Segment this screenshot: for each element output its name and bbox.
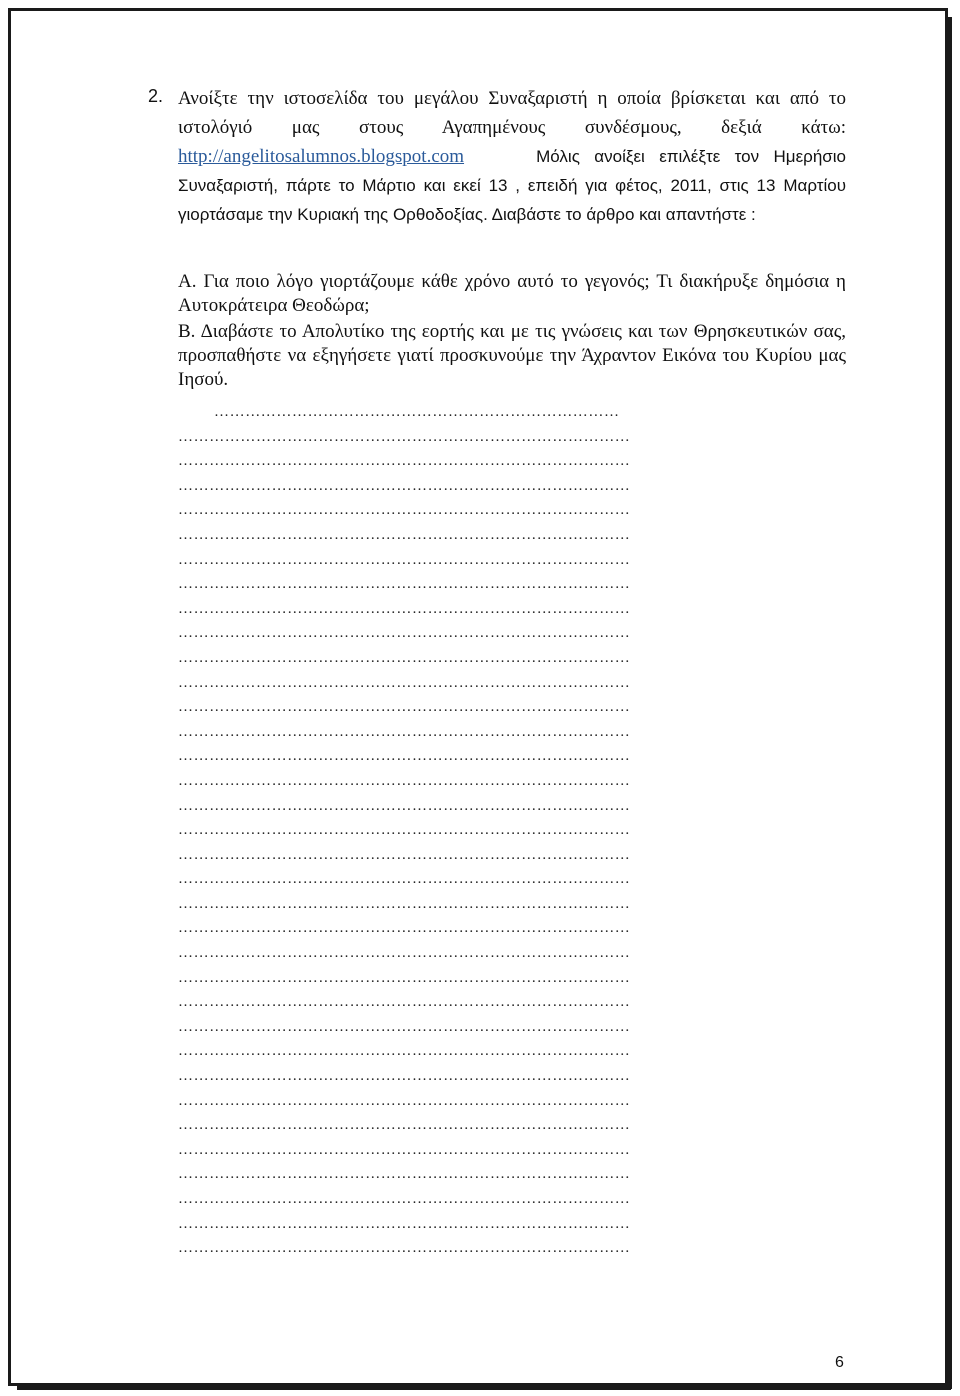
- answer-line[interactable]: ……………………………………………………………………………: [178, 1215, 631, 1232]
- answer-line[interactable]: ……………………………………………………………………………: [178, 526, 631, 543]
- intro-text-3: Μαρτίου γιορτάσαμε την Κυριακή της Ορθοδοξίας. Διαβάστε το άρθρο και απαντήστε :: [178, 176, 846, 224]
- answer-line[interactable]: ……………………………………………………………………………: [178, 1240, 631, 1257]
- answer-line[interactable]: ……………………………………………………………………: [214, 404, 620, 420]
- answer-line[interactable]: ……………………………………………………………………………: [178, 1018, 631, 1035]
- answer-line[interactable]: ……………………………………………………………………………: [178, 699, 631, 716]
- question-b: Β. Διαβάστε το Απολυτίκο της εορτής και με τις γνώσεις και των Θρησκευτικών σας, προσπαθήστε να εξηγήσετε γιατί προσκυνούμε την Άχραντον Εικόνα του Κυρίου μας Ιησού.: [178, 321, 846, 390]
- answer-line[interactable]: ……………………………………………………………………………: [178, 625, 631, 642]
- answer-line[interactable]: ……………………………………………………………………………: [178, 674, 631, 691]
- answer-line[interactable]: ……………………………………………………………………………: [178, 576, 631, 593]
- answer-line[interactable]: ……………………………………………………………………………: [178, 1043, 631, 1060]
- answer-line[interactable]: ……………………………………………………………………………: [178, 994, 631, 1011]
- intro-text-2: Μόλις ανοίξει επιλέξτε τον Ημερήσιο Συναξαριστή, πάρτε το Μάρτιο και εκεί 13 , επειδή για φέτος, 2011, στις 13: [178, 147, 846, 195]
- answer-line[interactable]: ……………………………………………………………………………: [178, 477, 631, 494]
- answer-area[interactable]: [178, 400, 846, 1261]
- blog-link[interactable]: http://angelitosalumnos.blogspot.com: [178, 146, 465, 167]
- answer-line[interactable]: ……………………………………………………………………………: [178, 453, 631, 470]
- answer-line[interactable]: ……………………………………………………………………………: [178, 502, 631, 519]
- intro-text-1: Ανοίξτε την ιστοσελίδα του μεγάλου Συναξαριστή η οποία βρίσκεται και από το ιστολόγιό μας στους Αγαπημένους συνδέσμους, δεξιά κάτω:: [178, 88, 846, 138]
- answer-line[interactable]: ……………………………………………………………………………: [178, 1141, 631, 1158]
- answer-line[interactable]: ……………………………………………………………………………: [178, 969, 631, 986]
- answer-line[interactable]: ……………………………………………………………………………: [178, 772, 631, 789]
- answer-line[interactable]: ……………………………………………………………………………: [178, 920, 631, 937]
- answer-line[interactable]: ……………………………………………………………………………: [178, 1166, 631, 1183]
- answer-line[interactable]: ……………………………………………………………………………: [178, 846, 631, 863]
- answer-line[interactable]: ……………………………………………………………………………: [178, 871, 631, 888]
- answer-line[interactable]: ……………………………………………………………………………: [178, 748, 631, 765]
- answer-line[interactable]: ……………………………………………………………………………: [178, 723, 631, 740]
- item-number: 2.: [148, 86, 164, 106]
- answer-line[interactable]: ……………………………………………………………………………: [178, 797, 631, 814]
- answer-line[interactable]: ……………………………………………………………………………: [178, 822, 631, 839]
- answer-line[interactable]: ……………………………………………………………………………: [178, 551, 631, 568]
- answer-line[interactable]: ……………………………………………………………………………: [178, 1117, 631, 1134]
- answer-line[interactable]: ……………………………………………………………………………: [178, 1068, 631, 1085]
- answer-line[interactable]: ……………………………………………………………………………: [178, 428, 631, 445]
- answer-line[interactable]: ……………………………………………………………………………: [178, 895, 631, 912]
- question-a: Α. Για ποιο λόγο γιορτάζουμε κάθε χρόνο αυτό το γεγονός; Τι διακήρυξε δημόσια η Αυτοκράτειρα Θεοδώρα;: [178, 271, 846, 316]
- answer-line[interactable]: ……………………………………………………………………………: [178, 1191, 631, 1207]
- answer-line[interactable]: ……………………………………………………………………………: [178, 649, 631, 666]
- page-number: 6: [835, 1354, 844, 1371]
- answer-line[interactable]: ……………………………………………………………………………: [178, 600, 631, 617]
- answer-line[interactable]: ……………………………………………………………………………: [178, 1092, 631, 1109]
- answer-line[interactable]: ……………………………………………………………………………: [178, 945, 631, 962]
- instructions-paragraph: [178, 84, 846, 229]
